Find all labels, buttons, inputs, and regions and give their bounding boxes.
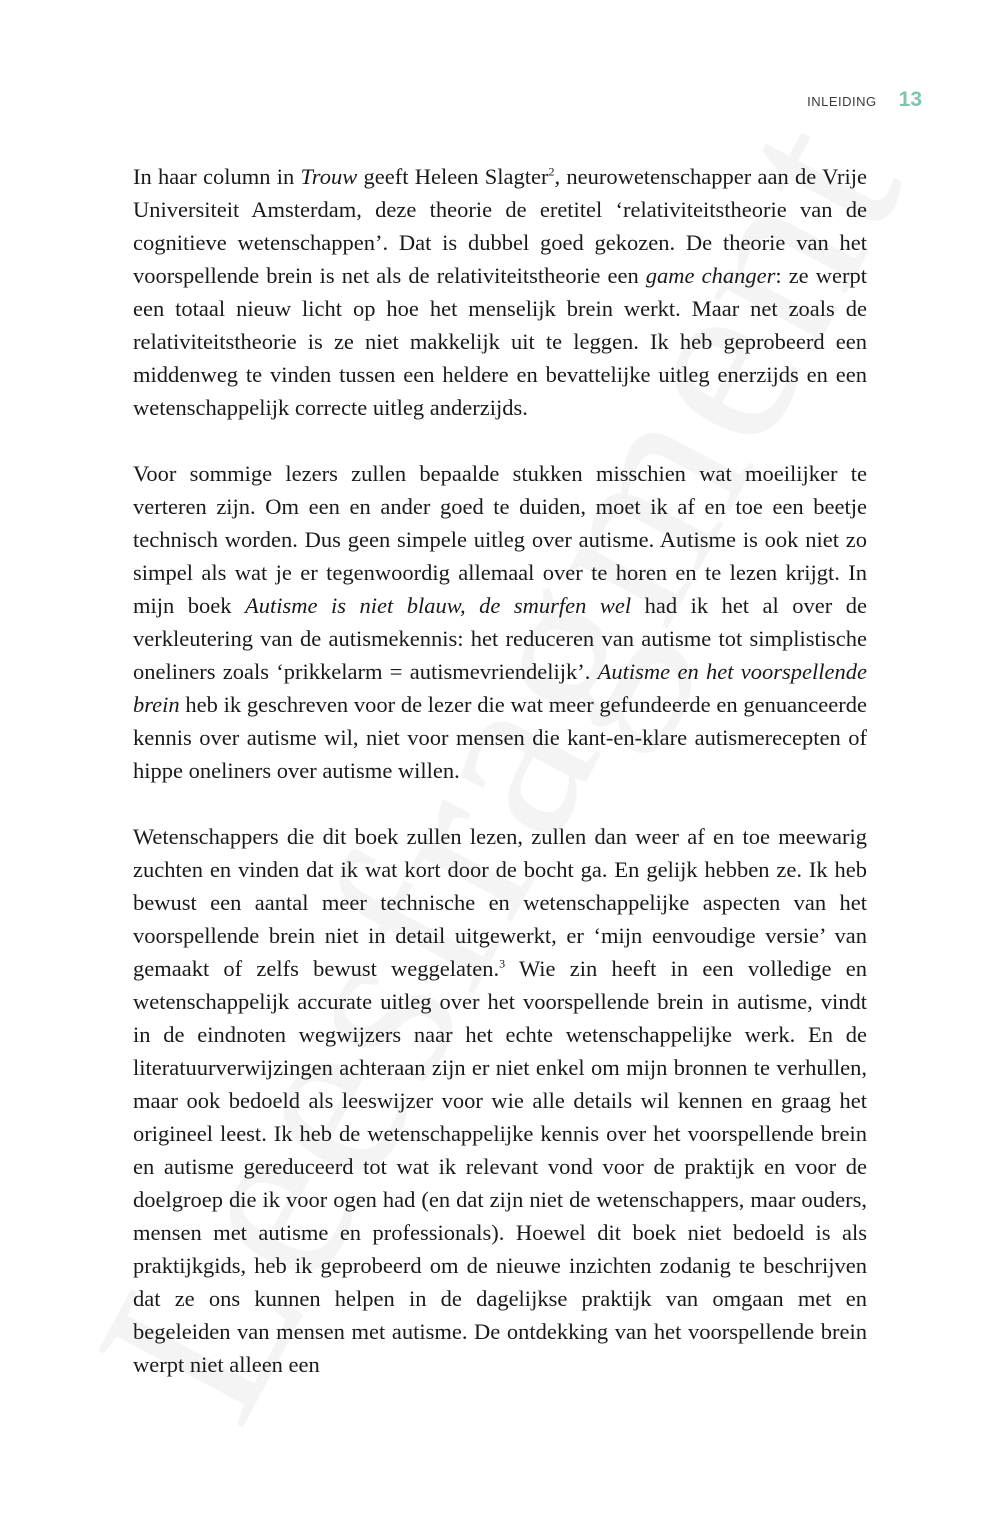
text-run: had ik het al over de verkleutering van de autismekennis: het reduceren van autisme tot simplistische oneliners zoals ‘prikkelarm = autismevriendelijk’. <box>133 593 867 684</box>
text-run: geeft Heleen Slagter <box>357 164 549 189</box>
running-head <box>807 88 922 112</box>
italic-text: Autisme en het voorspellende brein <box>133 659 867 717</box>
footnote-reference: 2 <box>548 164 555 179</box>
text-run: Voor sommige lezers zullen bepaalde stukken misschien wat moeilijker te verteren zijn. Om een en ander goed te duiden, moet ik af en toe een beetje technisch worden. Dus geen simpele uitleg over autisme. Autisme is ook niet zo simpel als wat je er tegenwoordig allemaal over te horen en te lezen krijgt. In mijn boek <box>133 461 867 618</box>
paragraph <box>133 160 867 424</box>
text-run: Wetenschappers die dit boek zullen lezen, zullen dan weer af en toe meewarig zuchten en vinden dat ik wat kort door de bocht ga. En gelijk hebben ze. Ik heb bewust een aantal meer technische en wetenschappelijke aspecten van het voorspellende brein niet in detail uitgewerkt, er ‘mijn eenvoudige versie’ van gemaakt of zelfs bewust weggelaten. <box>133 824 867 981</box>
text-run: Wie zin heeft in een volledige en wetenschappelijk accurate uitleg over het voorspellende brein in autisme, vindt in de eindnoten wegwijzers naar het echte wetenschappelijke werk. En de literatuurverwijzingen achteraan zijn er niet enkel om mijn bronnen te verhullen, maar ook bedoeld als leeswijzer voor wie alle details wil kennen en graag het origineel leest. Ik heb de wetenschappelijke kennis over het voorspellende brein en autisme gereduceerd tot wat ik relevant vond voor de praktijk en voor de doelgroep die ik voor ogen had (en dat zijn niet de wetenschappers, maar ouders, mensen met autisme en professionals). Hoewel dit boek niet bedoeld is als praktijkgids, heb ik geprobeerd om de nieuwe inzichten zodanig te beschrijven dat ze ons kunnen helpen in de dagelijkse praktijk van omgaan met en begeleiden van mensen met autisme. De ontdekking van het voorspellende brein werpt niet alleen een <box>133 956 868 1377</box>
page-number: 13 <box>898 88 922 111</box>
italic-text: game changer <box>645 263 776 288</box>
paragraph <box>133 457 867 787</box>
text-run: heb ik geschreven voor de lezer die wat meer gefundeerde en genuanceerde kennis over autisme wil, niet voor mensen die kant-en-klare autismerecepten of hippe oneliners over autisme willen. <box>133 692 867 783</box>
text-run: In haar column in <box>133 164 301 189</box>
italic-text: Autisme is niet blauw, de smurfen wel <box>244 593 632 618</box>
body-text <box>133 160 867 1381</box>
footnote-reference: 3 <box>499 956 506 971</box>
text-run: , neurowetenschapper aan de Vrije Universiteit Amsterdam, deze theorie de eretitel ‘relativiteitstheorie van de cognitieve wetenschappen’. Dat is dubbel goed gekozen. De theorie van het voorspellende brein is net als de relativiteitstheorie een <box>133 164 867 288</box>
paragraph <box>133 820 867 1381</box>
section-name: INLEIDING <box>807 94 877 109</box>
italic-text: Trouw <box>300 164 358 189</box>
text-run: : ze werpt een totaal nieuw licht op hoe het menselijk brein werkt. Maar net zoals de relativiteitstheorie is ze niet makkelijk uit te leggen. Ik heb geprobeerd een middenweg te vinden tussen een heldere en bevattelijke uitleg enerzijds en een wetenschappelijk correcte uitleg anderzijds. <box>133 263 867 420</box>
